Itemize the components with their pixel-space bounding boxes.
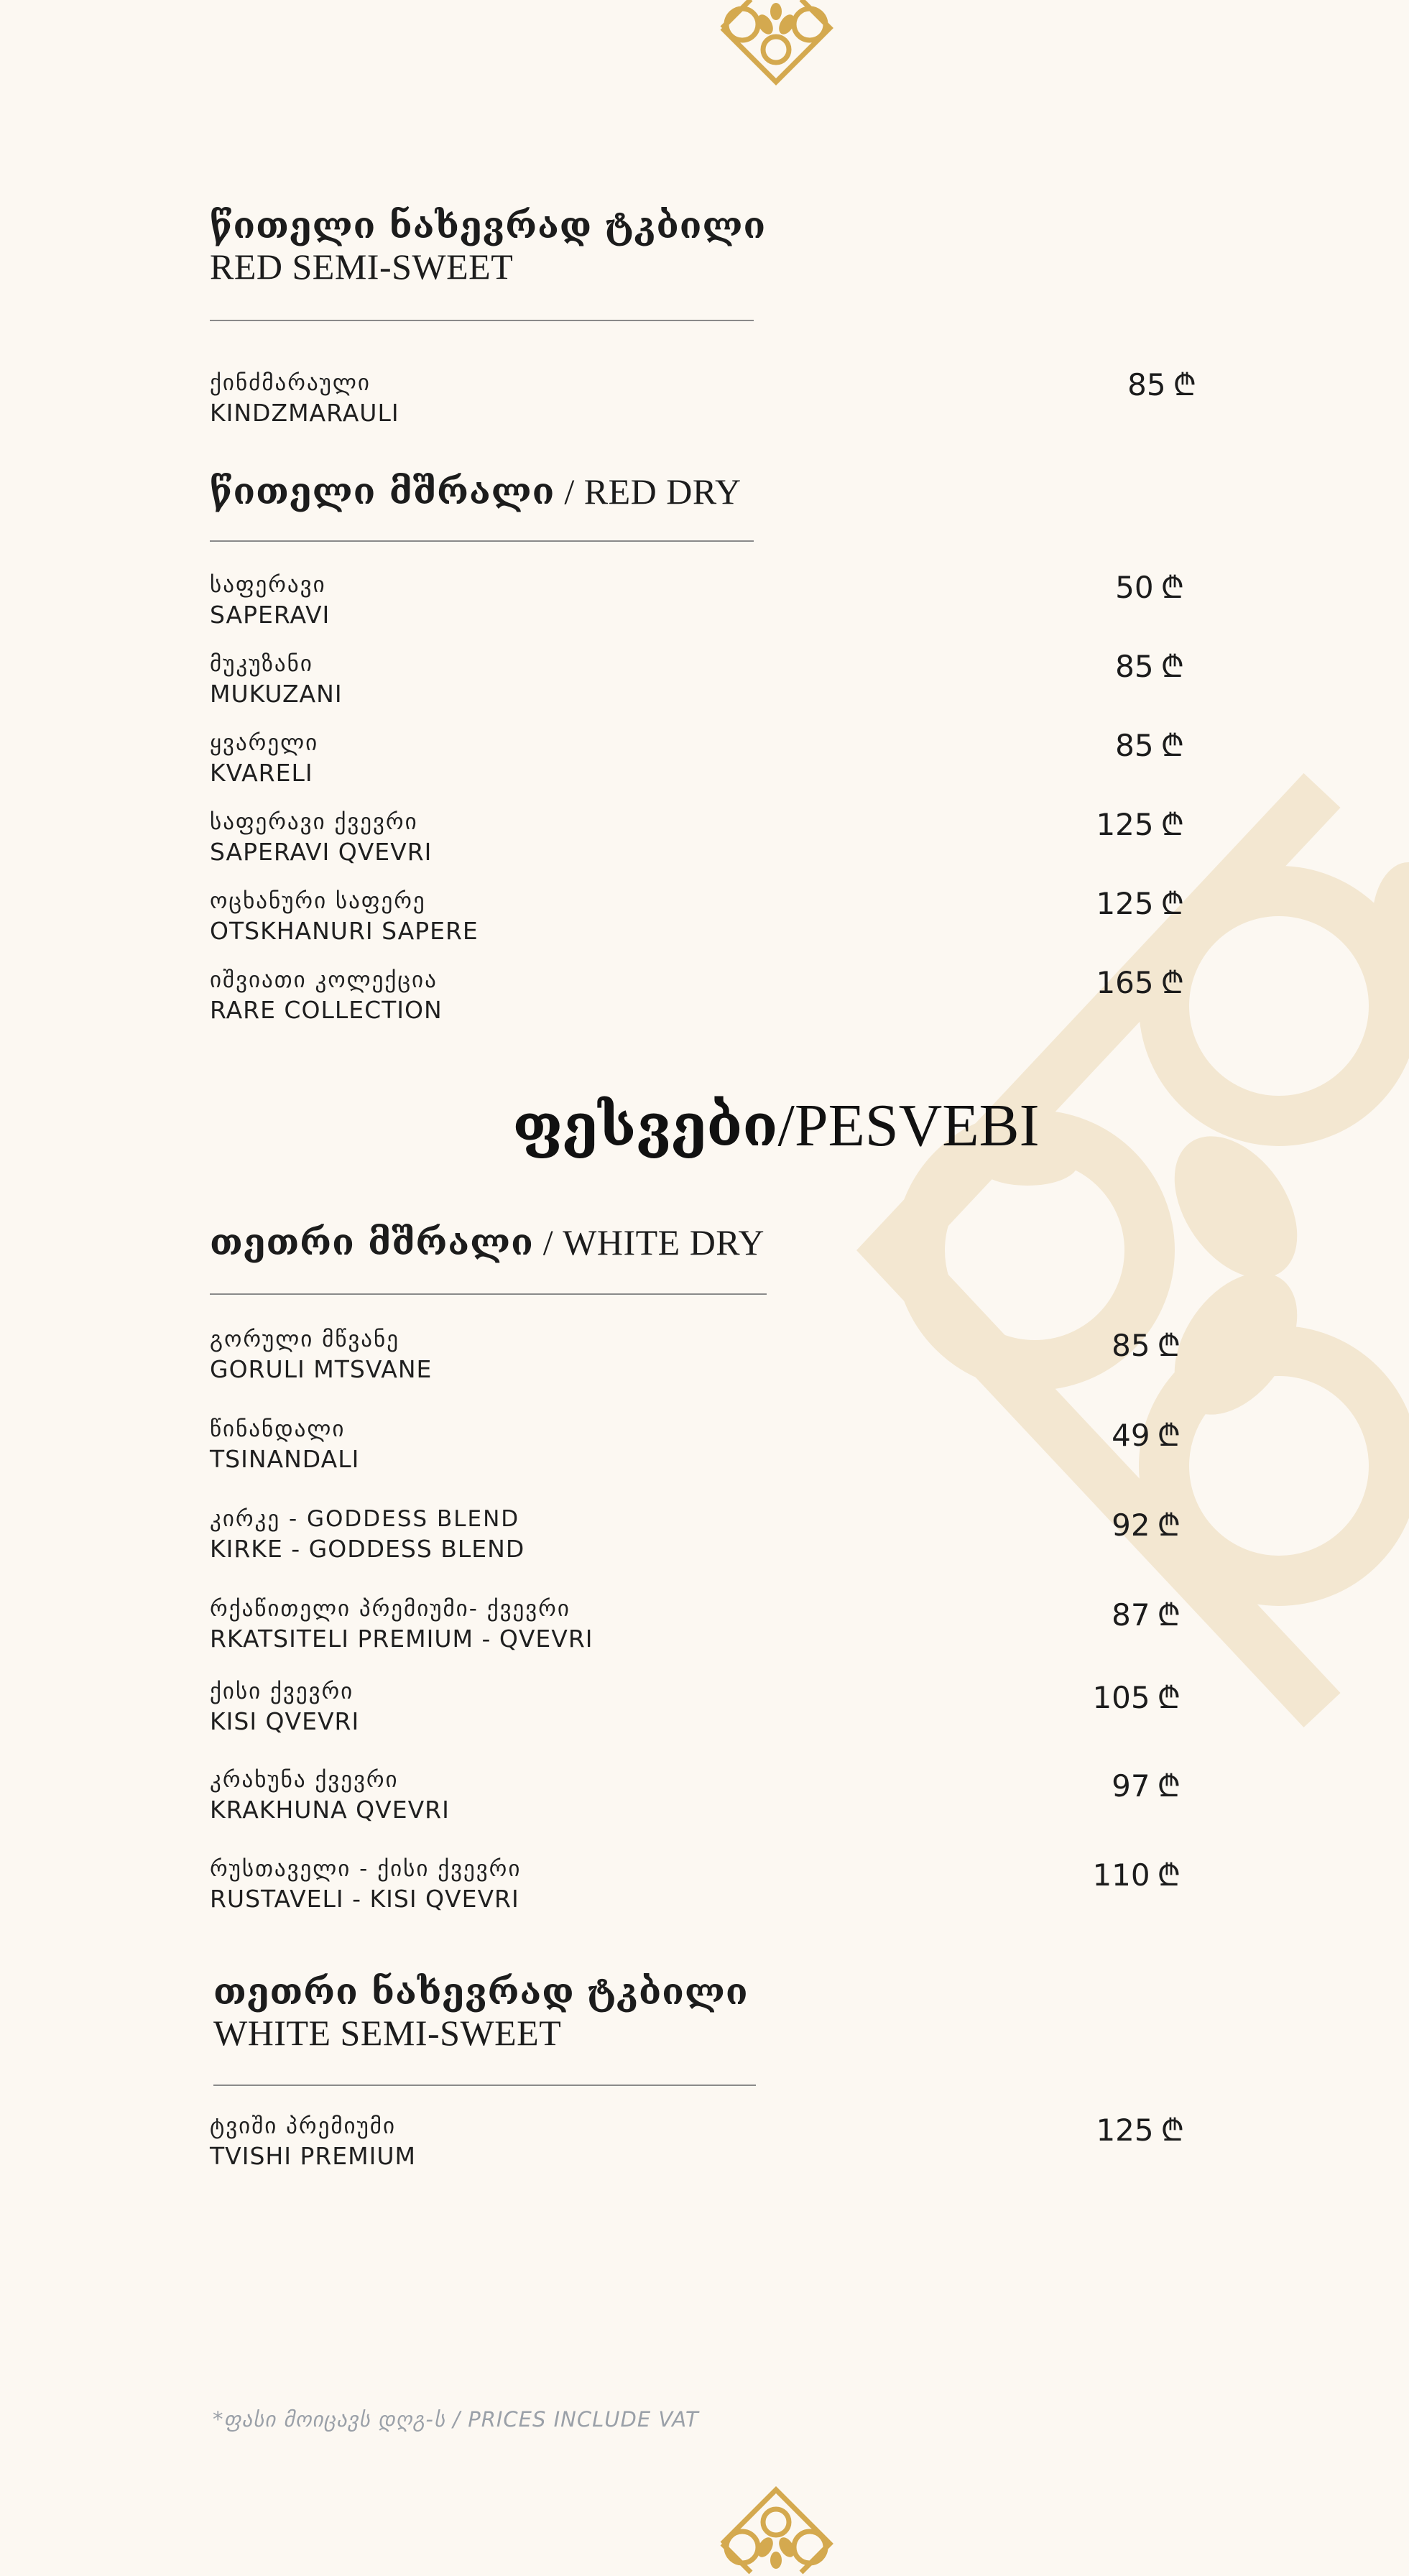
white-dry-title-en: WHITE DRY (563, 1222, 764, 1262)
item-name-en: TSINANDALI (210, 1445, 360, 1473)
item-name-ka: ყვარელი (210, 730, 319, 756)
item-name-en: MUKUZANI (210, 680, 343, 708)
divider (213, 2085, 756, 2086)
list-item (210, 1414, 359, 1474)
list-item (210, 368, 399, 428)
red-semi-sweet-title-en: RED SEMI-SWEET (210, 246, 514, 287)
item-name-en: KVARELI (210, 759, 313, 787)
lari-icon: ₾ (1157, 1418, 1181, 1453)
list-item (210, 728, 318, 788)
section-title-pesvebi (0, 1091, 1409, 1160)
item-price: 125 ₾ (1096, 2113, 1184, 2148)
lari-icon: ₾ (1160, 728, 1184, 763)
item-name-ka: საფერავი (210, 572, 326, 598)
divider (210, 1293, 767, 1295)
item-name-ka: მუკუზანი (210, 651, 313, 677)
item-name-ka: ქინძმარაული (210, 370, 371, 396)
lari-icon: ₾ (1160, 649, 1184, 684)
white-dry-separator: / (533, 1222, 563, 1262)
item-name-ka: გორული მწვანე (210, 1326, 399, 1352)
item-price: 87 ₾ (1112, 1597, 1181, 1633)
list-item (210, 807, 432, 867)
item-price: 85 ₾ (1115, 728, 1184, 763)
item-name-en: KINDZMARAULI (210, 399, 399, 427)
item-name-ka: წინანდალი (210, 1416, 346, 1442)
item-price: 97 ₾ (1112, 1768, 1181, 1804)
red-dry-heading (210, 471, 742, 513)
pesvebi-title-ka: ფესვები (512, 1091, 778, 1159)
item-price: 85 ₾ (1127, 367, 1196, 402)
lari-icon: ₾ (1157, 1857, 1181, 1893)
item-price: 105 ₾ (1092, 1680, 1181, 1715)
item-name-ka: კრახუნა ქვევრი (210, 1767, 399, 1793)
item-name-ka: ოცხანური საფერე (210, 888, 426, 914)
item-price: 85 ₾ (1115, 649, 1184, 684)
lari-icon: ₾ (1157, 1768, 1181, 1804)
list-item (210, 1676, 359, 1737)
lari-icon: ₾ (1157, 1328, 1181, 1363)
item-name-ka: რუსთაველი - ქისი ქვევრი (210, 1856, 522, 1882)
item-price: 125 ₾ (1096, 807, 1184, 842)
item-price: 125 ₾ (1096, 886, 1184, 921)
red-dry-title-en: RED DRY (583, 471, 742, 512)
red-semi-sweet-heading (210, 205, 766, 287)
list-item (210, 886, 479, 946)
white-semi-sweet-title-ka: თეთრი ნახევრად ტკბილი (213, 1970, 749, 2013)
item-name-ka: ტვიში პრემიუმი (210, 2113, 397, 2139)
item-name-en: RARE COLLECTION (210, 996, 443, 1024)
item-price: 85 ₾ (1112, 1328, 1181, 1363)
item-name-en: RKATSITELI PREMIUM - QVEVRI (210, 1625, 593, 1653)
lari-icon: ₾ (1173, 367, 1196, 402)
white-semi-sweet-title-en: WHITE SEMI-SWEET (213, 2012, 562, 2053)
item-name-ka: საფერავი ქვევრი (210, 809, 418, 835)
list-item (210, 965, 443, 1025)
pesvebi-separator: / (777, 1092, 795, 1159)
item-name-ka: კირკე - GODDESS BLEND (210, 1506, 520, 1532)
item-name-en: SAPERAVI QVEVRI (210, 838, 433, 866)
lari-icon: ₾ (1160, 807, 1184, 842)
item-name-en: KIRKE - GODDESS BLEND (210, 1535, 525, 1563)
pesvebi-title-en: PESVEBI (794, 1092, 1040, 1159)
vat-note: *ფასი მოიცავს დღგ-ს / PRICES INCLUDE VAT (213, 2407, 699, 2432)
lari-icon: ₾ (1160, 886, 1184, 921)
lari-icon: ₾ (1157, 1597, 1181, 1633)
top-ornament-icon (715, 0, 837, 89)
item-name-en: TVISHI PREMIUM (210, 2142, 416, 2170)
red-dry-title-ka: წითელი მშრალი (210, 470, 555, 512)
item-name-en: KISI QVEVRI (210, 1707, 360, 1735)
item-name-en: KRAKHUNA QVEVRI (210, 1796, 450, 1824)
item-name-ka: იშვიათი კოლექცია (210, 967, 438, 993)
white-semi-sweet-heading (213, 1971, 749, 2054)
white-dry-title-ka: თეთრი მშრალი (210, 1221, 534, 1263)
item-name-en: SAPERAVI (210, 601, 331, 629)
red-semi-sweet-title-ka: წითელი ნახევრად ტკბილი (210, 204, 767, 246)
item-name-en: GORULI MTSVANE (210, 1355, 433, 1383)
list-item (210, 1504, 525, 1564)
item-name-en: RUSTAVELI - KISI QVEVRI (210, 1885, 519, 1913)
item-name-ka: რქაწითელი პრემიუმი- ქვევრი (210, 1596, 570, 1622)
list-item (210, 2111, 416, 2171)
item-price: 165 ₾ (1096, 965, 1184, 1000)
list-item (210, 1324, 432, 1385)
divider (210, 320, 754, 321)
item-name-ka: ქისი ქვევრი (210, 1679, 354, 1704)
item-price: 110 ₾ (1092, 1857, 1181, 1893)
divider (210, 540, 754, 542)
lari-icon: ₾ (1157, 1508, 1181, 1543)
list-item (210, 1594, 593, 1654)
list-item (210, 649, 343, 709)
red-dry-separator: / (555, 471, 584, 512)
lari-icon: ₾ (1160, 2113, 1184, 2148)
lari-icon: ₾ (1160, 570, 1184, 605)
list-item (210, 1765, 450, 1825)
item-price: 50 ₾ (1115, 570, 1184, 605)
item-price: 49 ₾ (1112, 1418, 1181, 1453)
lari-icon: ₾ (1160, 965, 1184, 1000)
bottom-ornament-icon (715, 2483, 837, 2576)
lari-icon: ₾ (1157, 1680, 1181, 1715)
list-item (210, 570, 330, 630)
white-dry-heading (210, 1222, 764, 1264)
list-item (210, 1854, 521, 1914)
item-price: 92 ₾ (1112, 1508, 1181, 1543)
item-name-en: OTSKHANURI SAPERE (210, 917, 479, 945)
